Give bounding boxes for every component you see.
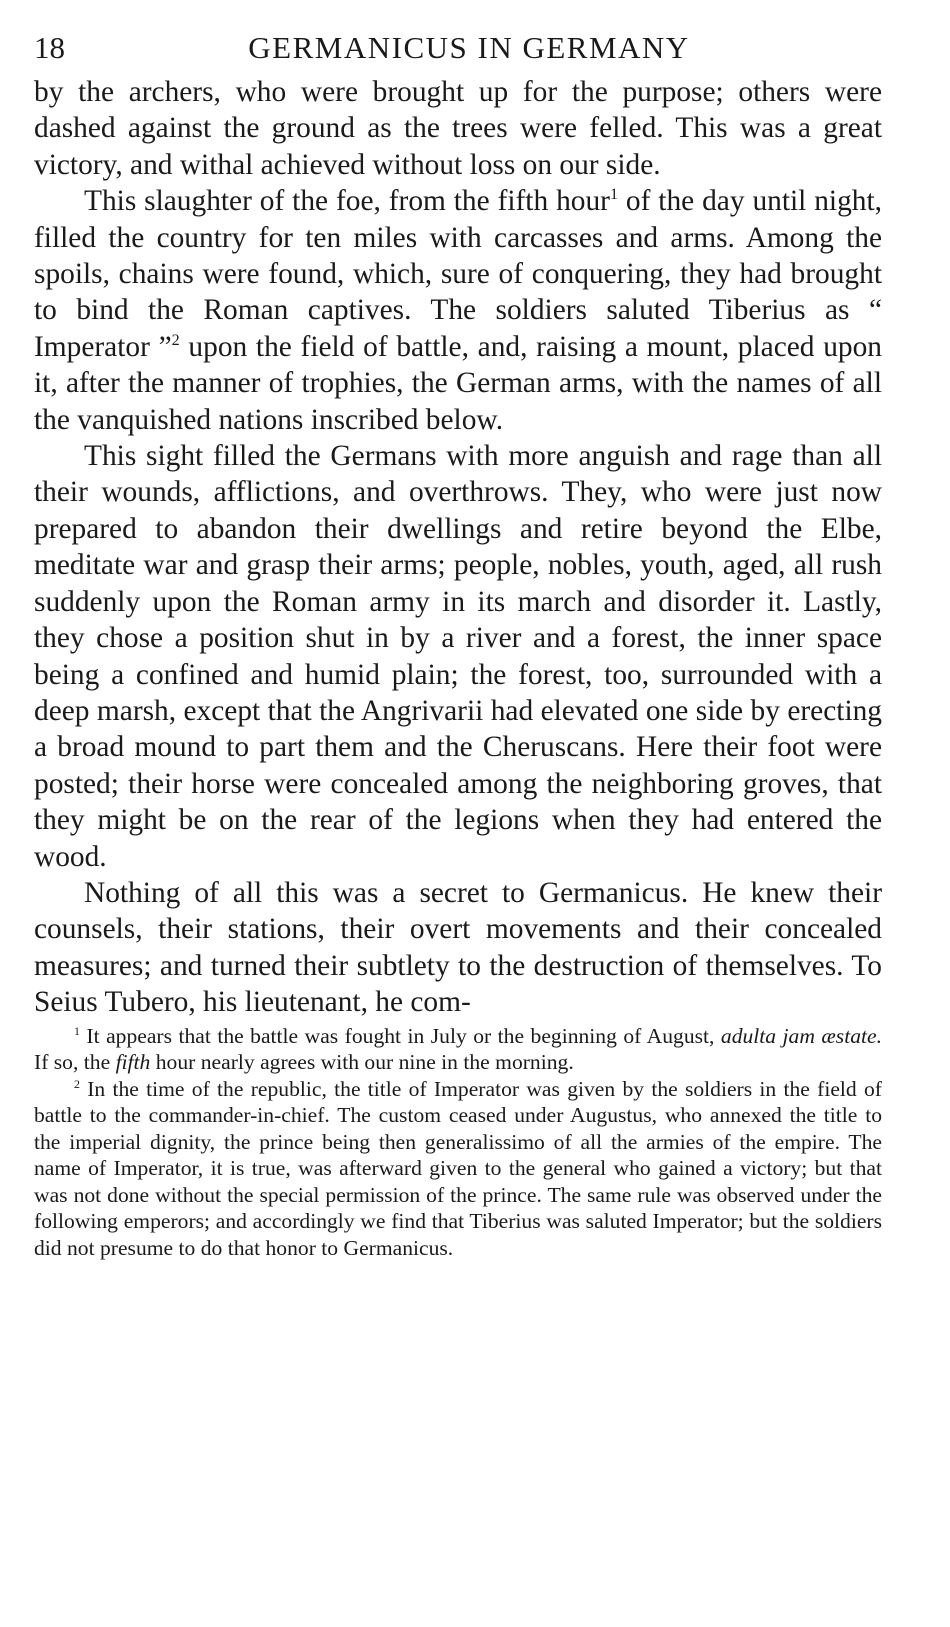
page-header <box>34 26 882 74</box>
paragraph-3: This sight filled the Germans with more anguish and rage than all their wounds, afflictions, and overthrows. They, who were just now prepared to abandon their dwellings and retire beyond the Elbe, meditate war and grasp their arms; people, nobles, youth, aged, all rush suddenly upon the Roman army in its march and disorder it. Lastly, they chose a position shut in by a river and a forest, the inner space being a confined and humid plain; the forest, too, surrounded with a deep marsh, except that the Angrivarii had elevated one side by erecting a broad mound to part them and the Cheruscans. Here their foot were posted; their horse were concealed among the neighboring groves, that they might be on the rear of the legions when they had entered the wood. <box>34 440 882 873</box>
footnote-1-text-b: If so, the <box>34 1050 116 1075</box>
footnote-2 <box>34 1076 882 1262</box>
footnote-2-text: In the time of the republic, the title of Imperator was given by the soldiers in the field of battle to the commander-in-chief. The custom ceased under Augustus, who annexed the title to the imperial dignity, the prince being then generalissimo of all the armies of the empire. The name of Imperator, it is true, was afterward given to the general who gained a victory; but that was not done without the special permission of the prince. The same rule was observed under the following emperors; and accordingly we find that Tiberius was saluted Imperator; but the soldiers did not presume to do that honor to Germanicus. <box>34 1076 882 1260</box>
footnote-1-latin-phrase: adulta jam æstate. <box>720 1023 882 1048</box>
paragraph-4: Nothing of all this was a secret to Germanicus. He knew their counsels, their stations, their overt movements and their concealed measures; and turned their subtlety to the destruction of themselves. To Seius Tubero, his lieutenant, he com- <box>34 876 882 1019</box>
footnote-1 <box>34 1023 882 1076</box>
running-head: GERMANICUS IN GERMANY <box>248 30 690 65</box>
footnote-1-emphasis: fifth <box>115 1050 151 1075</box>
paragraph-2-part-a: This slaughter of the foe, from the fifth hour <box>84 185 610 218</box>
paragraph-1: by the archers, who were brought up for the purpose; others were dashed against the ground as the trees were felled. This was a great victory, and withal achieved without loss on our side. <box>34 76 882 181</box>
footnote-1-text-a: It appears that the battle was fought in July or the beginning of August, <box>79 1023 721 1048</box>
paragraph-2-part-c: upon the field of battle, and, raising a mount, placed upon it, after the manner of trophies, the German arms, with the names of all the vanquished nations inscribed below. <box>34 330 882 436</box>
book-page <box>34 26 882 1261</box>
footnote-ref-1[interactable]: 1 <box>609 186 619 204</box>
footnote-2-mark: 2 <box>74 1076 80 1091</box>
footnotes <box>34 1023 882 1262</box>
paragraph-2-part-b: of the day until night, filled the country for ten miles with carcasses and arms. Among the spoils, chains were found, which, sure of conquering, they had brought to bind the Roman captives. The soldiers saluted Tiberius as “ Imperator ” <box>34 185 882 363</box>
footnote-1-mark: 1 <box>74 1023 80 1038</box>
body-text <box>34 74 882 1021</box>
paragraph-2 <box>34 183 882 438</box>
footnote-ref-2[interactable]: 2 <box>171 332 180 350</box>
footnote-1-text-c: hour nearly agrees with our nine in the morning. <box>150 1050 574 1075</box>
page-number: 18 <box>34 30 65 65</box>
